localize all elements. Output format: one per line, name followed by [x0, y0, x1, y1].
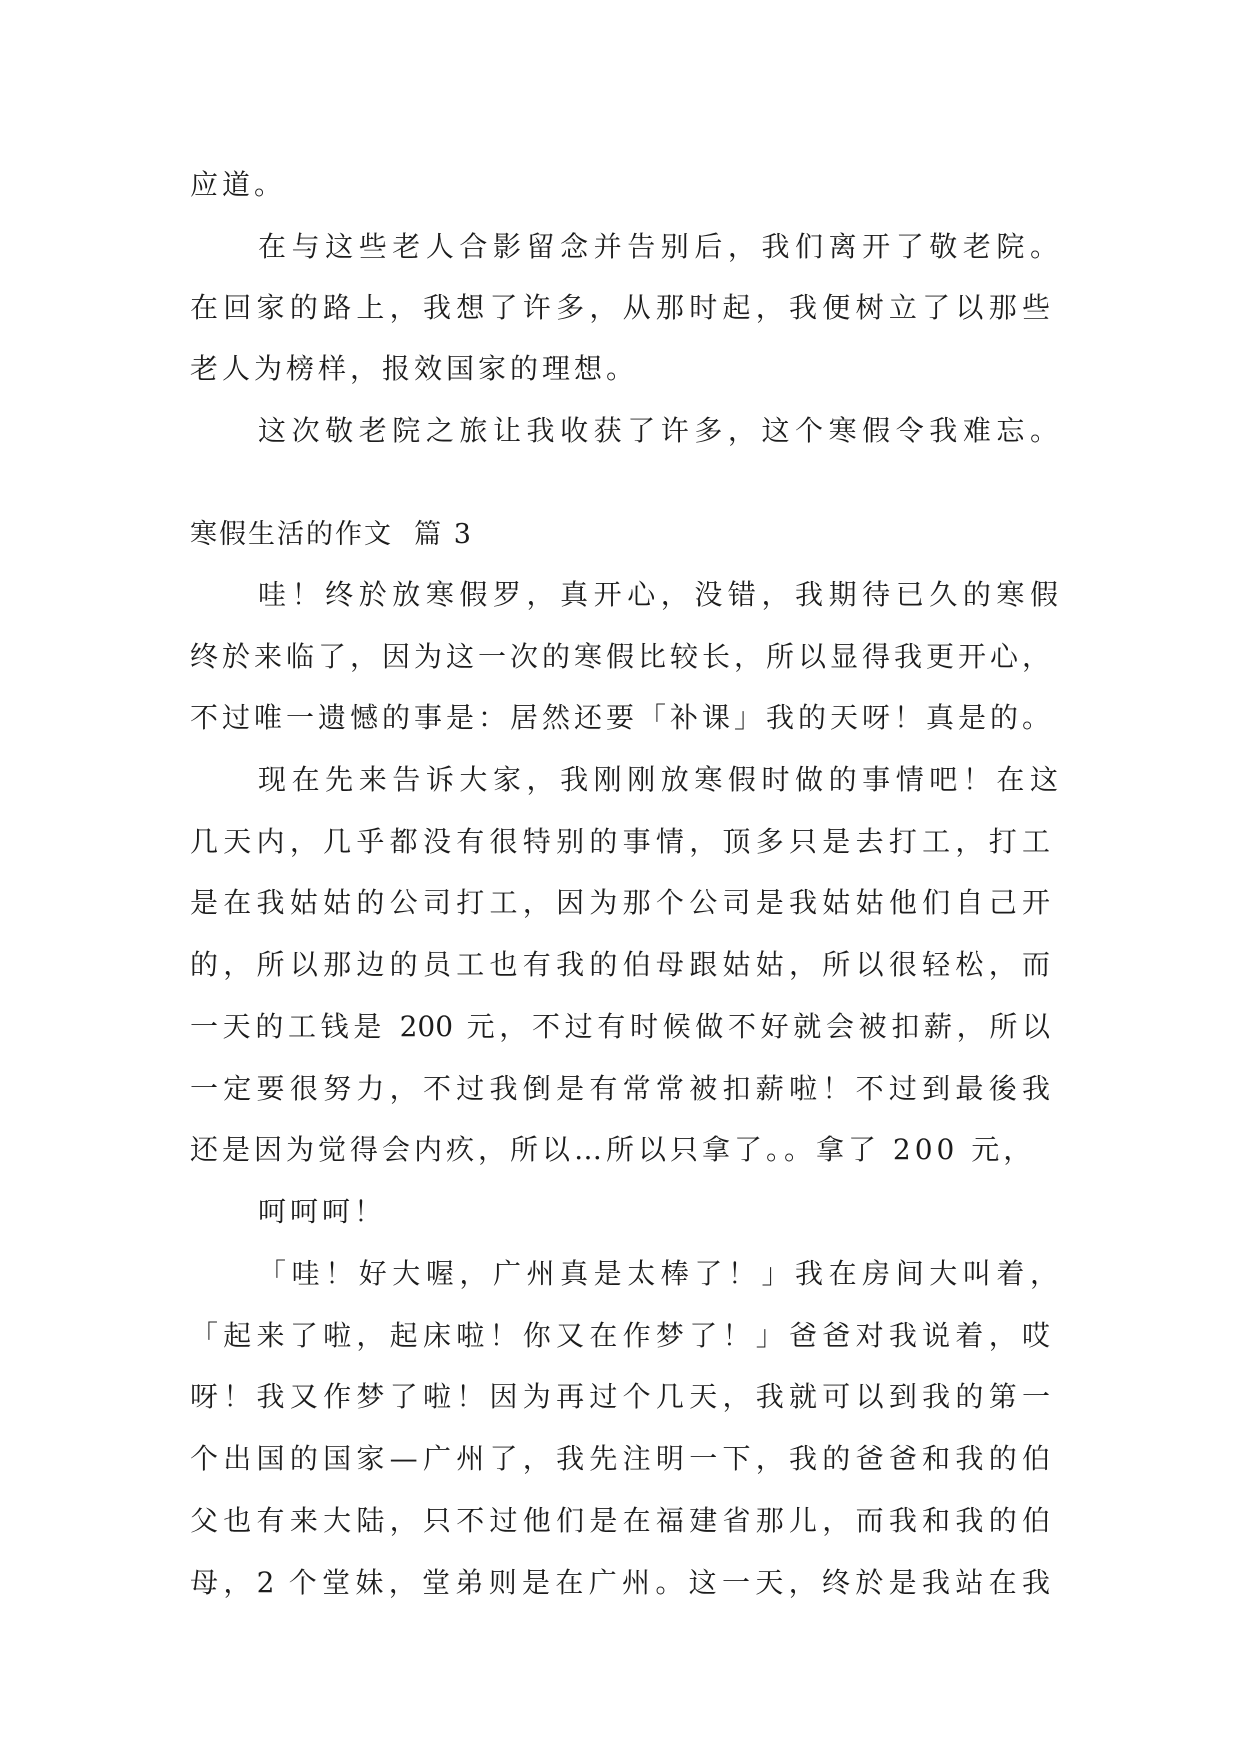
paragraph-line: 「哇！好大喔，广州真是太棒了！」我在房间大叫着，: [258, 1257, 1058, 1290]
paragraph-line: 呵呵呵！: [258, 1195, 387, 1228]
paragraph-line: 还是因为觉得会内疚，所以…所以只拿了。。拿了 200 元，: [190, 1133, 1036, 1166]
paragraph-line: 呀！我又作梦了啦！因为再过个几天，我就可以到我的第一: [190, 1380, 1050, 1413]
paragraph-line: 一天的工钱是 200 元，不过有时候做不好就会被扣薪，所以: [190, 1010, 1050, 1043]
paragraph-line: 哇！终於放寒假罗，真开心，没错，我期待已久的寒假: [258, 578, 1058, 611]
paragraph-line: 老人为榜样，报效国家的理想。: [190, 352, 639, 385]
paragraph-line: 应道。: [190, 168, 287, 201]
paragraph-line: 终於来临了，因为这一次的寒假比较长，所以显得我更开心，: [190, 640, 1050, 673]
paragraph-line: 「起来了啦，起床啦！你又在作梦了！」爸爸对我说着，哎: [190, 1319, 1050, 1352]
paragraph-line: 不过唯一遗憾的事是：居然还要「补课」我的天呀！真是的。: [190, 701, 1050, 734]
paragraph-line: 几天内，几乎都没有很特别的事情，顶多只是去打工，打工: [190, 825, 1050, 858]
paragraph-line: 的，所以那边的员工也有我的伯母跟姑姑，所以很轻松，而: [190, 948, 1050, 981]
paragraph-line: 一定要很努力，不过我倒是有常常被扣薪啦！不过到最後我: [190, 1072, 1050, 1105]
paragraph-line: 现在先来告诉大家，我刚刚放寒假时做的事情吧！在这: [258, 763, 1058, 796]
paragraph-line: 母，2 个堂妹，堂弟则是在广州。这一天，终於是我站在我: [190, 1566, 1050, 1599]
paragraph-line: 是在我姑姑的公司打工，因为那个公司是我姑姑他们自己开: [190, 886, 1050, 919]
paragraph-line: 父也有来大陆，只不过他们是在福建省那儿，而我和我的伯: [190, 1504, 1050, 1537]
paragraph-line: 这次敬老院之旅让我收获了许多，这个寒假令我难忘。: [258, 414, 1058, 447]
paragraph-line: 在与这些老人合影留念并告别后，我们离开了敬老院。: [258, 230, 1058, 263]
paragraph-line: 个出国的国家—广州了，我先注明一下，我的爸爸和我的伯: [190, 1442, 1050, 1475]
paragraph-line: 在回家的路上，我想了许多，从那时起，我便树立了以那些: [190, 291, 1050, 324]
section-heading: 寒假生活的作文 篇 3: [190, 519, 473, 550]
